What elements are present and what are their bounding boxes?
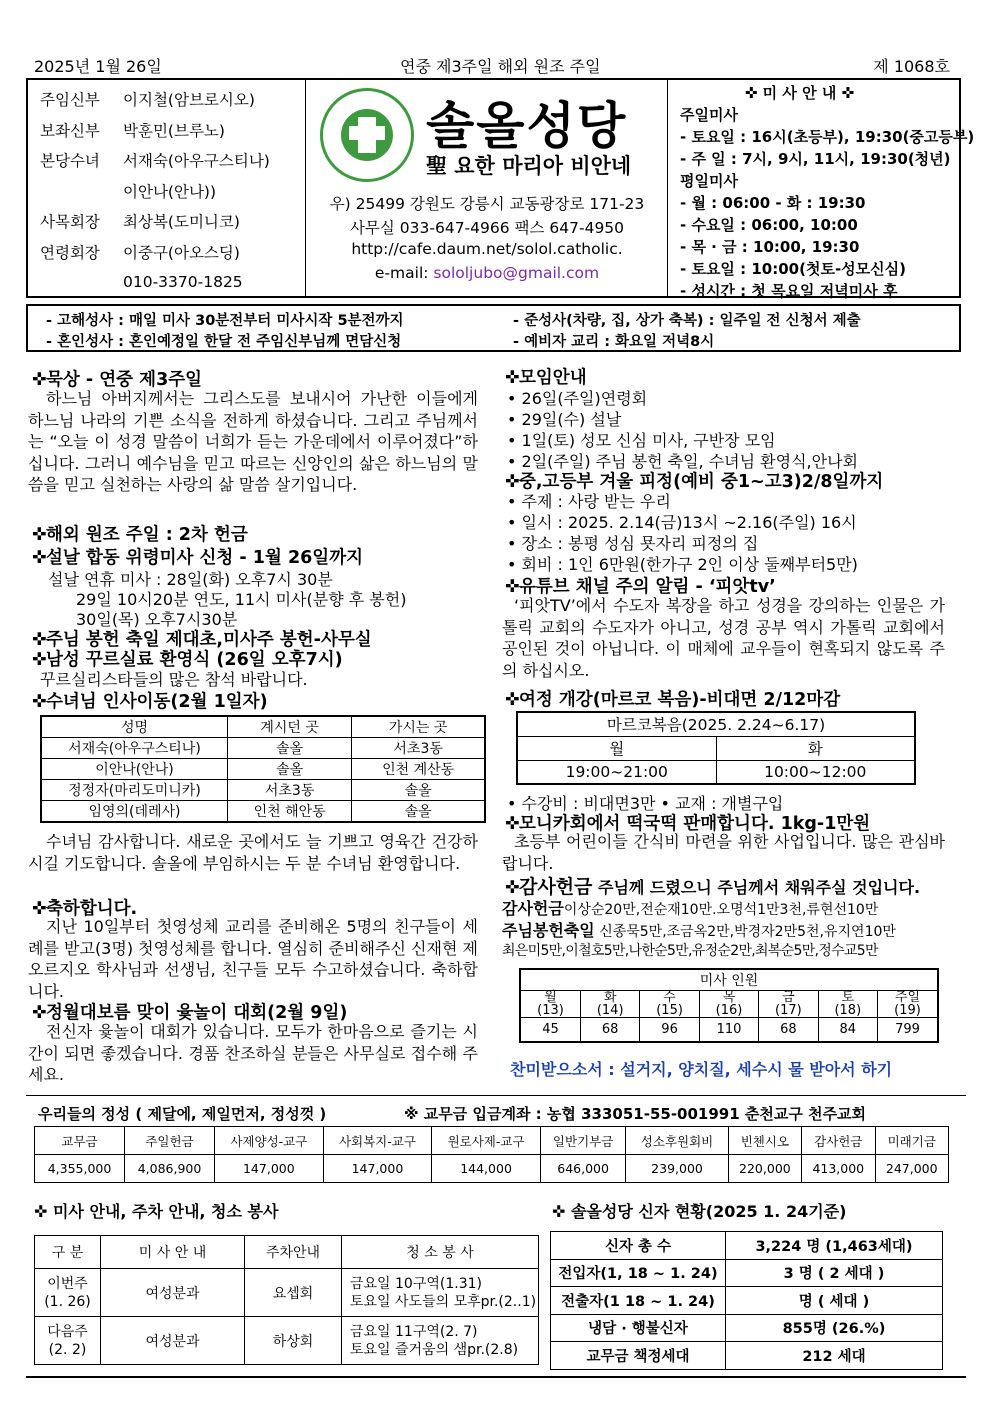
staff-name: 박훈민(브루노) (123, 121, 225, 140)
meeting-item: • 1일(토) 성모 신심 미사, 구반장 모임 (507, 431, 776, 450)
table-row (41, 738, 485, 759)
header-box (26, 78, 975, 300)
table-row (517, 760, 915, 784)
bible-title: 여정 개강(마르코 복음)-비대면 2/12마감 (519, 690, 841, 710)
cleaning-line: 금요일 11구역(2. 7) (350, 1323, 478, 1340)
cleaning-line: 토요일 사도들의 모후pr.(2..1) (350, 1293, 537, 1310)
meditation-title: 묵상 - 연중 제3주일 (46, 370, 203, 390)
thanks-title: 감사헌금 (519, 876, 593, 898)
table-row (41, 801, 485, 823)
table-row (551, 1342, 943, 1370)
staff-role: 사목회장 (40, 213, 100, 232)
rice-text: 초등부 어린이들 간식비 마련을 위한 사업입니다. 많은 관심바랍니다. (502, 832, 945, 873)
offering-account: ※ 교무금 입금계좌 : 농협 333051-55-001991 춘천교구 천주교회 (404, 1105, 867, 1123)
table-header: 주일헌금 (125, 1127, 215, 1155)
attendance-value: 110 (699, 1018, 758, 1042)
table-cell: 147,000 (215, 1155, 324, 1183)
table-header: 청 소 봉 사 (342, 1236, 539, 1269)
table-row (551, 1259, 943, 1287)
youtube-text: ‘피앗TV’에서 수도자 복장을 하고 성경을 강의하는 인물은 가톨릭 교회의 수도자가 아니고, 성경 공부 역시 가톨릭 교회에서 공인된 것이 아닙니다. 이 매체에 교우들이 현혹되지 않도록 주의 하십시오. (502, 596, 945, 680)
cursillo-text: 꾸르실리스타들의 많은 참석 바랍니다. (40, 670, 308, 689)
attendance-value: 96 (640, 1018, 699, 1042)
attendance-value: 799 (878, 1018, 939, 1042)
feast-offering-line-2: 최은미5만,이철호5만,나한순5만,유정순2만,최복순5만,정수교5만 (502, 943, 878, 959)
table-cell: 화 (716, 736, 915, 760)
yut-title: 정월대보름 맞이 윷놀이 대회(2월 9일) (46, 1003, 348, 1023)
table-cell: 4,086,900 (125, 1155, 215, 1183)
service-title: ✜ 미사 안내, 주차 안내, 청소 봉사 (34, 1202, 279, 1221)
stats-label: 신자 총 수 (551, 1232, 726, 1260)
mass-line: - 주 일 : 7시, 9시, 11시, 19:30(청년) (680, 150, 951, 168)
service-mass: 여성분과 (101, 1317, 245, 1365)
stats-label: 전입자(1, 18 ~ 1. 24) (551, 1259, 726, 1287)
cleaning-line: 금요일 10구역(1.31) (350, 1275, 482, 1292)
service-parking: 요셉회 (245, 1269, 342, 1317)
nun-text: 수녀님 감사합니다. 새로운 곳에서도 늘 기쁘고 영육간 건강하시길 기도합니다. 솔올에 부임하시는 두 분 수녀님 환영합니다. (28, 832, 478, 873)
rice-title: 모니카회에서 떡국떡 판매합니다. 1kg-1만원 (519, 814, 871, 834)
stats-value: 855명 (26.%) (726, 1314, 943, 1342)
mass-line: - 수요일 : 06:00, 10:00 (680, 216, 858, 234)
lunar-line: 29일 10시20분 연도, 11시 미사(분향 후 봉헌) (76, 590, 407, 609)
table-row (35, 1269, 539, 1317)
staff-role: 연령회장 (40, 243, 100, 262)
offering-title: 우리들의 정성 ( 제달에, 제일먼저, 정성껏 ) (38, 1105, 327, 1123)
staff-row (40, 206, 305, 237)
table-row (520, 1018, 938, 1042)
nun-transfer-table (40, 715, 486, 823)
table-header: 미 사 안 내 (101, 1236, 245, 1269)
notice-catechumen: - 예비자 교리 : 화요일 저녁8시 (513, 334, 715, 350)
cross-icon: ✜ (505, 368, 520, 388)
cross-icon: ✜ (505, 577, 520, 597)
cross-icon: ✜ (32, 650, 47, 670)
staff-name: 최상복(도미니코) (123, 213, 240, 232)
bottom-rule (26, 1376, 966, 1378)
youtube-title: 유튜브 채널 주의 알림 - ‘피앗tv’ (519, 577, 776, 597)
meeting-title: 모임안내 (519, 368, 587, 388)
nun-title: 수녀님 인사이동(2월 1일자) (46, 692, 268, 712)
attendance-title: 미사 인원 (520, 969, 938, 991)
cross-icon: ✜ (32, 525, 47, 545)
lunar-line: 30일(목) 오후7시30분 (76, 610, 238, 629)
mass-line: - 성시간 : 첫 목요일 저녁미사 후 (680, 282, 898, 300)
service-table (34, 1235, 539, 1365)
table-cell: 247,000 (875, 1155, 949, 1183)
stats-label: 교무금 책정세대 (551, 1342, 726, 1370)
camp-item: • 회비 : 1인 6만원(한가구 2인 이상 둘째부터5만) (507, 555, 858, 574)
attendance-value: 68 (759, 1018, 818, 1042)
staff-role: 보좌신부 (40, 121, 100, 140)
mass-line: - 목 · 금 : 10:00, 19:30 (680, 238, 860, 256)
logo-cross-bar (349, 126, 385, 140)
table-row (41, 759, 485, 780)
bible-class-table (516, 711, 916, 785)
attendance-day: 수 (15) (640, 991, 699, 1018)
attendance-day: 금 (17) (759, 991, 818, 1018)
email-link[interactable]: sololjubo@gmail.com (433, 264, 600, 282)
staff-row (40, 84, 305, 115)
stats-value: 3,224 명 (1,463세대) (726, 1232, 943, 1260)
cross-icon: ✜ (32, 548, 47, 568)
staff-name: 이지철(암브로시오) (123, 91, 255, 110)
church-logo-icon (320, 88, 414, 182)
stats-value: 3 명 ( 2 세대 ) (726, 1259, 943, 1287)
table-cell: 솔올 (227, 738, 351, 759)
table-header-row (41, 716, 485, 738)
table-cell: 413,000 (802, 1155, 875, 1183)
cursillo-title: 남성 꾸르실료 환영식 (26일 오후7시) (46, 650, 343, 670)
table-header: 주차안내 (245, 1236, 342, 1269)
cleaning-line: 토요일 즐거움의 샘pr.(2.8) (350, 1341, 519, 1358)
table-row (551, 1314, 943, 1342)
offering-table (34, 1126, 949, 1183)
mass-schedule-title: ✜ 미 사 안 내 ✜ (744, 84, 855, 102)
liturgy-title: 연중 제3주일 해외 원조 주일 (400, 57, 601, 76)
thanks-offering-line (502, 896, 878, 919)
thanks-subtitle: 주님께 드렸으니 주님께서 채워주실 것입니다. (592, 878, 921, 897)
table-header: 가시는 곳 (352, 716, 485, 738)
bulletin-date: 2025년 1월 26일 (34, 57, 162, 76)
table-header: 감사헌금 (802, 1127, 875, 1155)
feast-label: 주님봉헌축일 (502, 921, 595, 940)
table-header: 구 분 (35, 1236, 101, 1269)
service-cleaning (342, 1317, 539, 1365)
table-row (520, 991, 938, 1018)
email-label: e-mail: (374, 264, 434, 282)
church-patron: 聖 요한 마리아 비안네 (426, 154, 632, 178)
service-mass: 여성분과 (101, 1269, 245, 1317)
feast-names: 신종묵5만,조금옥2만,박경자2만5천,유지연10만 (594, 924, 896, 940)
camp-item: • 일시 : 2025. 2.14(금)13시 ~2.16(주일) 16시 (507, 513, 857, 532)
table-header: 성명 (41, 716, 227, 738)
table-row (551, 1232, 943, 1260)
table-cell: 임영의(데레사) (41, 801, 227, 823)
table-header: 빈첸시오 (728, 1127, 801, 1155)
table-row (35, 1155, 949, 1183)
thanks-names: 이상순20만,전순재10만.오명석1만3천,류현선10만 (563, 902, 879, 918)
cross-icon: ✜ (505, 814, 520, 834)
thanks-heading (505, 872, 920, 899)
notice-blessing: - 준성사(차량, 집, 상가 축복) : 일주일 전 신청서 제출 (513, 313, 861, 329)
parish-stats-table (550, 1231, 943, 1370)
mass-line: - 월 : 06:00 - 화 : 19:30 (680, 194, 866, 212)
cross-icon: ✜ (505, 472, 520, 492)
staff-name: 010-3370-1825 (123, 273, 243, 292)
table-cell: 서재숙(아우구스티나) (41, 738, 227, 759)
attendance-day: 화 (14) (580, 991, 639, 1018)
bible-fee: • 수강비 : 비대면3만 • 교재 : 개별구입 (507, 794, 784, 813)
laudato-si-note: 찬미받으소서 : 설거지, 양치질, 세수시 물 받아서 하기 (510, 1060, 893, 1079)
lunar-title: 설날 합동 위령미사 신청 - 1월 26일까지 (46, 548, 364, 568)
table-header: 교무금 (35, 1127, 125, 1155)
church-info (306, 80, 668, 296)
notice-confession: - 고해성사 : 매일 미사 30분전부터 미사시작 5분전까지 (46, 313, 404, 329)
sacrament-notice-box (26, 304, 961, 352)
table-header: 일반기부금 (540, 1127, 626, 1155)
meeting-item: • 26일(주일)연령회 (507, 389, 648, 408)
attendance-value: 68 (580, 1018, 639, 1042)
meditation-text: 하느님 아버지께서는 그리스도를 보내시어 가난한 이들에게 하느님 나라의 기쁜 소식을 전하게 하셨습니다. 그리고 주님께서는 “오늘 이 성경 말씀이 너희가 듣는 가운데에서 이루어졌다”하십니다. 그러니 예수님을 믿고 따르는 신앙인의 삶은 하느님의 말씀을 믿고 실천하는 사랑의 삶 말씀 살기입니다. (28, 389, 478, 494)
yut-text: 전신자 윷놀이 대회가 있습니다. 모두가 한마음으로 즐기는 시간이 되면 좋겠습니다. 경품 찬조하실 분들은 사무실로 접수해 주세요. (28, 1022, 478, 1084)
mass-attendance-table (519, 968, 939, 1043)
mass-schedule (668, 80, 975, 300)
table-cell: 144,000 (432, 1155, 541, 1183)
mass-line: 주일미사 (680, 106, 738, 124)
congrats-title: 축하합니다. (46, 899, 138, 919)
table-row (41, 780, 485, 801)
stats-value: 212 세대 (726, 1342, 943, 1370)
lunar-line: 설날 연휴 미사 : 28일(화) 오후7시 30분 (48, 570, 333, 589)
attendance-day: 월 (13) (520, 991, 580, 1018)
attendance-day: 주일 (19) (878, 991, 939, 1018)
table-cell: 서초3동 (227, 780, 351, 801)
table-cell: 10:00~12:00 (716, 760, 915, 784)
mass-line: 평일미사 (680, 172, 738, 190)
mass-line: - 토요일 : 10:00(첫토-성모신심) (680, 260, 906, 278)
table-header-row (35, 1127, 949, 1155)
feast-offering-line (502, 918, 896, 941)
feast-title: 주님 봉헌 축일 제대초,미사주 봉헌-사무실 (46, 630, 372, 650)
table-header: 사회복지-교구 (323, 1127, 432, 1155)
nun-heading (32, 688, 268, 713)
church-phone: 사무실 033-647-4966 팩스 647-4950 (349, 219, 625, 237)
cross-icon: ✜ (32, 370, 47, 390)
table-row (520, 969, 938, 991)
service-cleaning (342, 1269, 539, 1317)
church-name: 솔올성당 (426, 97, 628, 155)
cross-icon: ✜ (505, 878, 520, 898)
staff-row (40, 176, 305, 207)
lunar-heading (32, 544, 363, 569)
meeting-item: • 29일(수) 설날 (507, 410, 622, 429)
church-email (306, 264, 668, 282)
attendance-value: 84 (818, 1018, 877, 1042)
aid-heading (32, 521, 248, 546)
staff-row (40, 237, 305, 268)
table-header: 사제양성-교구 (215, 1127, 324, 1155)
attendance-value: 45 (520, 1018, 580, 1042)
staff-row (40, 115, 305, 146)
meeting-item: • 2일(주일) 주님 봉헌 축일, 수녀님 환영식,안나회 (507, 452, 858, 471)
church-url[interactable]: http://cafe.daum.net/solol.catholic. (351, 240, 623, 258)
table-cell: 정정자(마리도미니카) (41, 780, 227, 801)
cross-icon: ✜ (32, 630, 47, 650)
table-cell: 월 (517, 736, 716, 760)
cross-icon: ✜ (32, 899, 47, 919)
table-cell: 솔올 (352, 801, 485, 823)
stats-label: 냉담 · 행불신자 (551, 1314, 726, 1342)
table-cell: 인천 해안동 (227, 801, 351, 823)
table-cell: 147,000 (323, 1155, 432, 1183)
service-parking: 하상회 (245, 1317, 342, 1365)
camp-item: • 장소 : 봉평 성심 묫자리 피정의 집 (507, 534, 759, 553)
cross-icon: ✜ (505, 690, 520, 710)
attendance-day: 목 (16) (699, 991, 758, 1018)
staff-list (28, 80, 306, 296)
attendance-day: 토 (18) (818, 991, 877, 1018)
mass-line: - 토요일 : 16시(초등부), 19:30(중고등부) (680, 128, 975, 146)
table-cell: 솔올 (227, 759, 351, 780)
table-header: 미래기금 (875, 1127, 949, 1155)
aid-title: 해외 원조 주일 : 2차 헌금 (46, 525, 248, 545)
table-header: 계시던 곳 (227, 716, 351, 738)
staff-name: 서재숙(아우구스티나) (123, 152, 270, 171)
table-header: 성소후원회비 (626, 1127, 728, 1155)
service-week: 이번주 (1. 26) (35, 1269, 101, 1317)
staff-name: 이중구(아오스딩) (123, 243, 240, 262)
stats-title: ✜ 솔올성당 신자 현황(2025 1. 24기준) (552, 1202, 847, 1221)
table-header-row (35, 1236, 539, 1269)
congrats-text: 지난 10일부터 첫영성체 교리를 준비해온 5명의 친구들이 세례를 받고(3명) 첫영성체를 합니다. 열심히 준비해주신 신재현 제오르지오 학사님과 선생님, 친구들 모두 수고하셨습니다. 축하합니다. (28, 917, 478, 1001)
staff-row (40, 145, 305, 176)
staff-role: 본당수녀 (40, 152, 100, 171)
table-cell: 이안나(안나) (41, 759, 227, 780)
camp-title: 중,고등부 겨울 피정(예비 중1~고3)2/8일까지 (519, 472, 884, 492)
cross-icon: ✜ (32, 1003, 47, 1023)
church-address: 우) 25499 강원도 강릉시 교동광장로 171-23 (329, 195, 645, 213)
table-cell: 646,000 (540, 1155, 626, 1183)
table-row (517, 712, 915, 736)
issue-number: 제 1068호 (873, 57, 950, 76)
camp-item: • 주제 : 사랑 받는 우리 (507, 492, 671, 511)
table-cell: 서초3동 (352, 738, 485, 759)
section-divider (26, 1095, 966, 1096)
table-header: 원로사제-교구 (432, 1127, 541, 1155)
bible-table-title: 마르코복음(2025. 2.24~6.17) (517, 712, 915, 736)
bible-heading (505, 686, 840, 711)
table-row (551, 1287, 943, 1315)
stats-label: 전출자(1 18 ~ 1. 24) (551, 1287, 726, 1315)
thanks-label: 감사헌금 (502, 899, 564, 918)
table-cell: 19:00~21:00 (517, 760, 716, 784)
notice-marriage: - 혼인성사 : 혼인예정일 한달 전 주임신부님께 면담신청 (46, 334, 402, 350)
table-row (35, 1317, 539, 1365)
table-cell: 239,000 (626, 1155, 728, 1183)
table-row (517, 736, 915, 760)
stats-value: 명 ( 세대 ) (726, 1287, 943, 1315)
table-cell: 4,355,000 (35, 1155, 125, 1183)
staff-role: 주임신부 (40, 91, 100, 110)
table-cell: 220,000 (728, 1155, 801, 1183)
staff-name: 이안나(안나)) (123, 182, 217, 201)
cross-icon: ✜ (32, 692, 47, 712)
service-week: 다음주 (2. 2) (35, 1317, 101, 1365)
table-cell: 인천 계산동 (352, 759, 485, 780)
staff-row (40, 267, 305, 298)
table-cell: 솔올 (352, 780, 485, 801)
